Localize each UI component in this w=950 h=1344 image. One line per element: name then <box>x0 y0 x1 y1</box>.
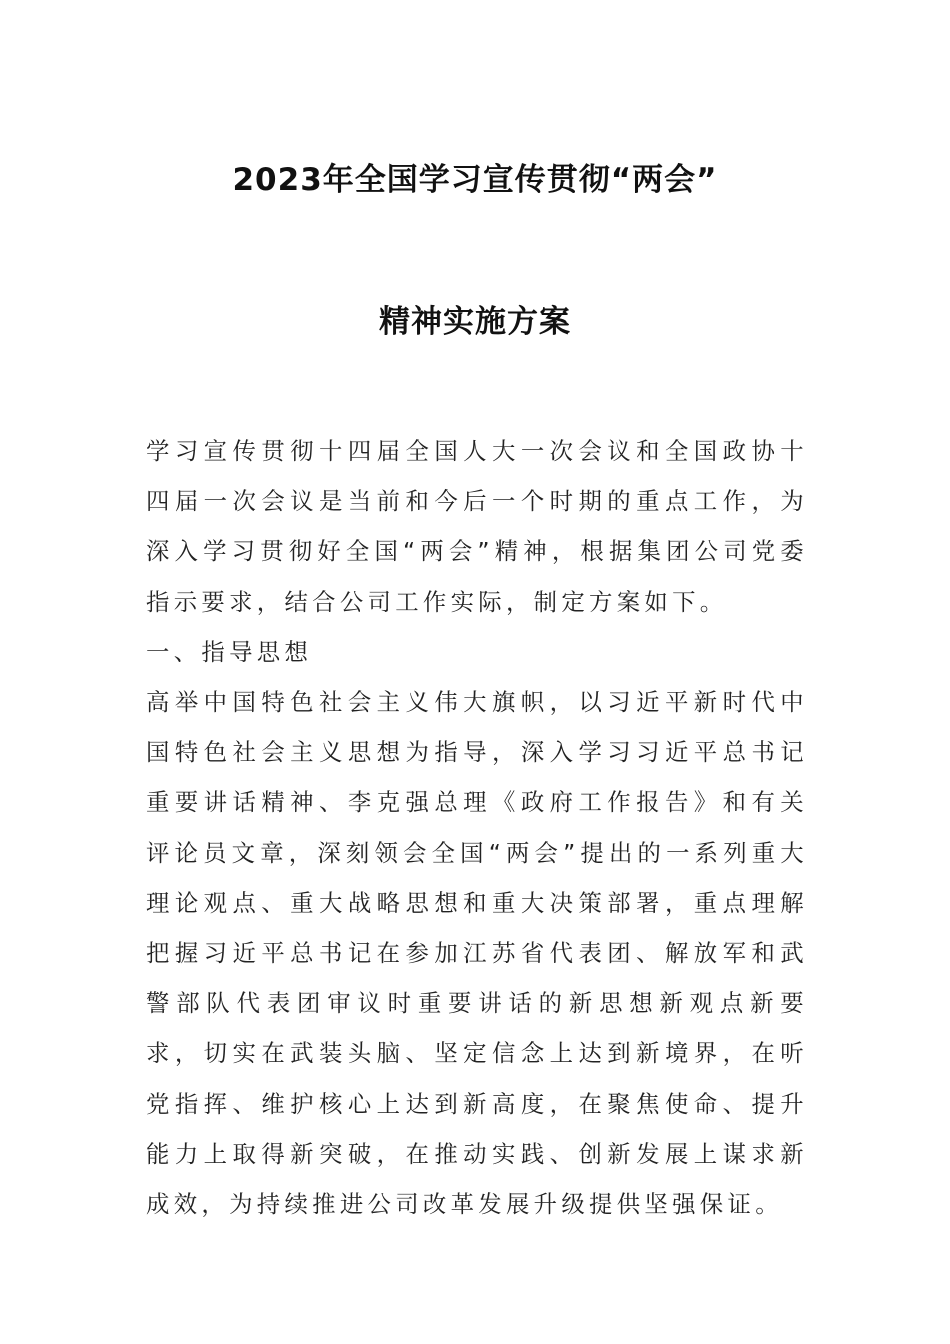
section-heading-guiding-ideology: 一、指导思想 <box>146 637 313 666</box>
document-title-line-1: 2023年全国学习宣传贯彻“两会” <box>232 162 718 198</box>
intro-paragraph: 学习宣传贯彻十四届全国人大一次会议和全国政协十四届一次会议是当前和今后一个时期的重点工作，为深入学习贯彻好全国“两会”精神，根据集团公司党委指示要求，结合公司工作实际，制定方案如下。 <box>146 437 808 616</box>
section-paragraph-guiding-ideology: 高举中国特色社会主义伟大旗帜，以习近平新时代中国特色社会主义思想为指导，深入学习习近平总书记重要讲话精神、李克强总理《政府工作报告》和有关评论员文章，深刻领会全国“两会”提出的一系列重大理论观点、重大战略思想和重大决策部署，重点理解把握习近平总书记在参加江苏省代表团、解放军和武警部队代表团审议时重要讲话的新思想新观点新要求，切实在武装头脑、坚定信念上达到新境界，在听党指挥、维护核心上达到新高度，在聚焦使命、提升能力上取得新突破，在推动实践、创新发展上谋求新成效，为持续推进公司改革发展升级提供坚强保证。 <box>146 688 808 1219</box>
document-title-line-2: 精神实施方案 <box>379 304 571 340</box>
document-body <box>146 426 808 1229</box>
